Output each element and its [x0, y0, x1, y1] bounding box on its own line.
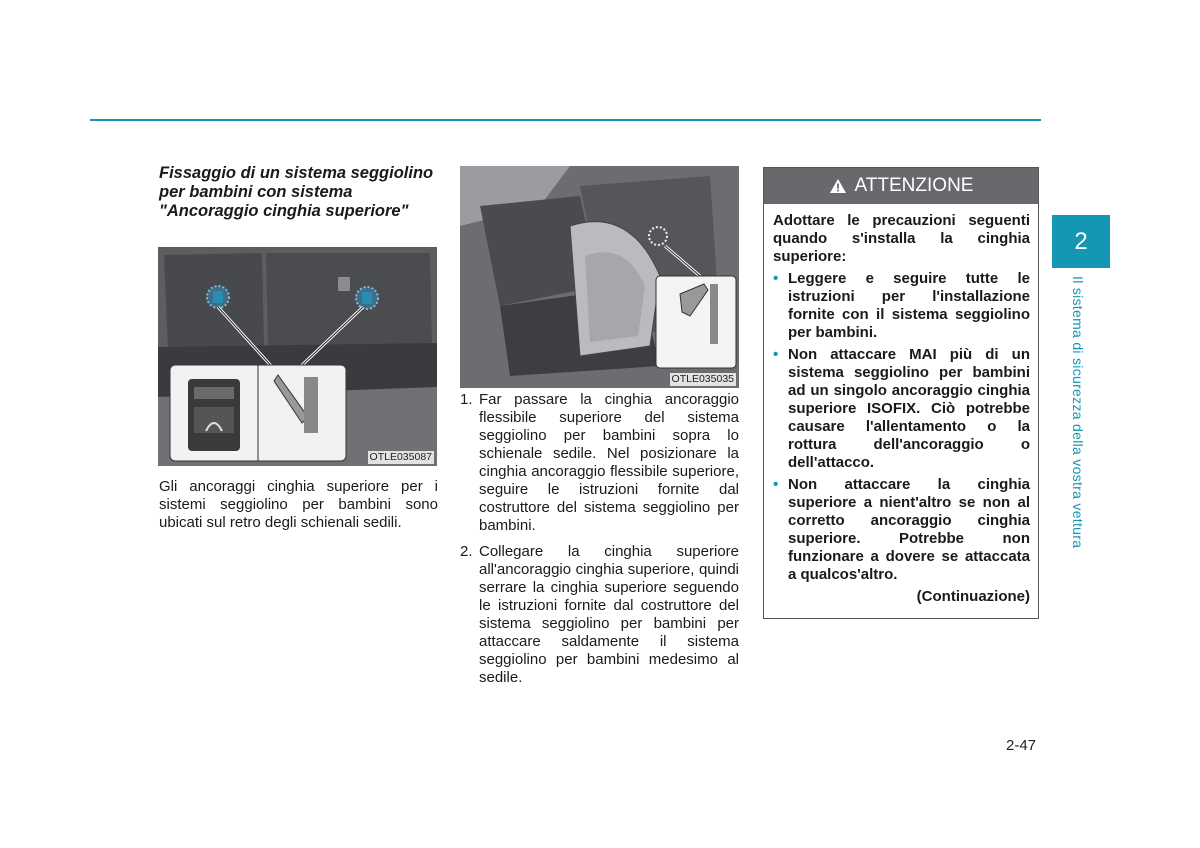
chapter-tab: 2 [1052, 215, 1110, 268]
warning-list [773, 270, 1030, 584]
figure-top-tether-anchors [158, 247, 437, 466]
step-text: Far passare la cinghia ancoraggio flessibile superiore del sistema seggiolino per bambini sopra lo schienale sedile. Nel posizionare la cinghia ancoraggio flessibile superiore, seguire le istruzioni fornite dal costruttore del sistema seggiolino per bambini. [479, 391, 739, 534]
steps-list [460, 391, 739, 687]
figure-seat-install [460, 166, 739, 388]
bullet-icon: • [773, 346, 779, 363]
step-item [460, 543, 739, 687]
warning-triangle-icon [829, 178, 847, 194]
chapter-title: Il sistema di sicurezza della vostra vettura [1070, 276, 1086, 549]
bullet-icon: • [773, 476, 779, 493]
trunk-illustration [158, 247, 437, 466]
warning-continuation: (Continuazione) [916, 588, 1030, 605]
warning-item-text: Leggere e seguire tutte le istruzioni per l'installazione fornite con il sistema seggiolino per bambini. [788, 270, 1030, 341]
step-number: 2. [460, 543, 473, 560]
chapter-title-vertical [1068, 276, 1090, 576]
bullet-icon: • [773, 270, 779, 287]
figure-code: OTLE035035 [671, 373, 734, 385]
warning-header [764, 168, 1038, 204]
warning-title: ATTENZIONE [854, 175, 974, 196]
figure-code: OTLE035087 [369, 451, 432, 463]
section-title: Fissaggio di un sistema seggiolino per bambini con sistema "Ancoraggio cinghia superiore" [159, 164, 434, 220]
warning-item [773, 476, 1030, 584]
step-number: 1. [460, 391, 473, 408]
step-text: Collegare la cinghia superiore all'ancoraggio cinghia superiore, quindi serrare la cinghia superiore seguendo le istruzioni fornite dal costruttore del sistema seggiolino per bambini per attaccare saldamente il sistema seggiolino per bambini medesimo al sedile. [479, 543, 739, 686]
warning-intro: Adottare le precauzioni seguenti quando s'installa la cinghia superiore: [773, 212, 1030, 265]
warning-item-text: Non attaccare la cinghia superiore a nient'altro se non al corretto ancoraggio cinghia superiore. Potrebbe non funzionare a dovere se attaccata a qualcos'altro. [788, 476, 1030, 583]
warning-item-text: Non attaccare MAI più di un sistema seggiolino per bambini ad un singolo ancoraggio cinghia superiore ISOFIX. Ciò potrebbe causare l'allentamento o la rottura dell'ancoraggio o dell'attacco. [788, 346, 1030, 471]
section-intro: Gli ancoraggi cinghia superiore per i sistemi seggiolino per bambini sono ubicati sul retro degli schienali sedili. [159, 478, 438, 531]
rear-seat-illustration [460, 166, 739, 388]
step-item [460, 391, 739, 535]
header-rule [90, 119, 1041, 121]
warning-item [773, 346, 1030, 472]
warning-box [763, 167, 1039, 619]
page-number: 2-47 [1006, 737, 1037, 754]
warning-body [764, 204, 1038, 606]
column-middle [460, 391, 739, 695]
warning-item [773, 270, 1030, 342]
